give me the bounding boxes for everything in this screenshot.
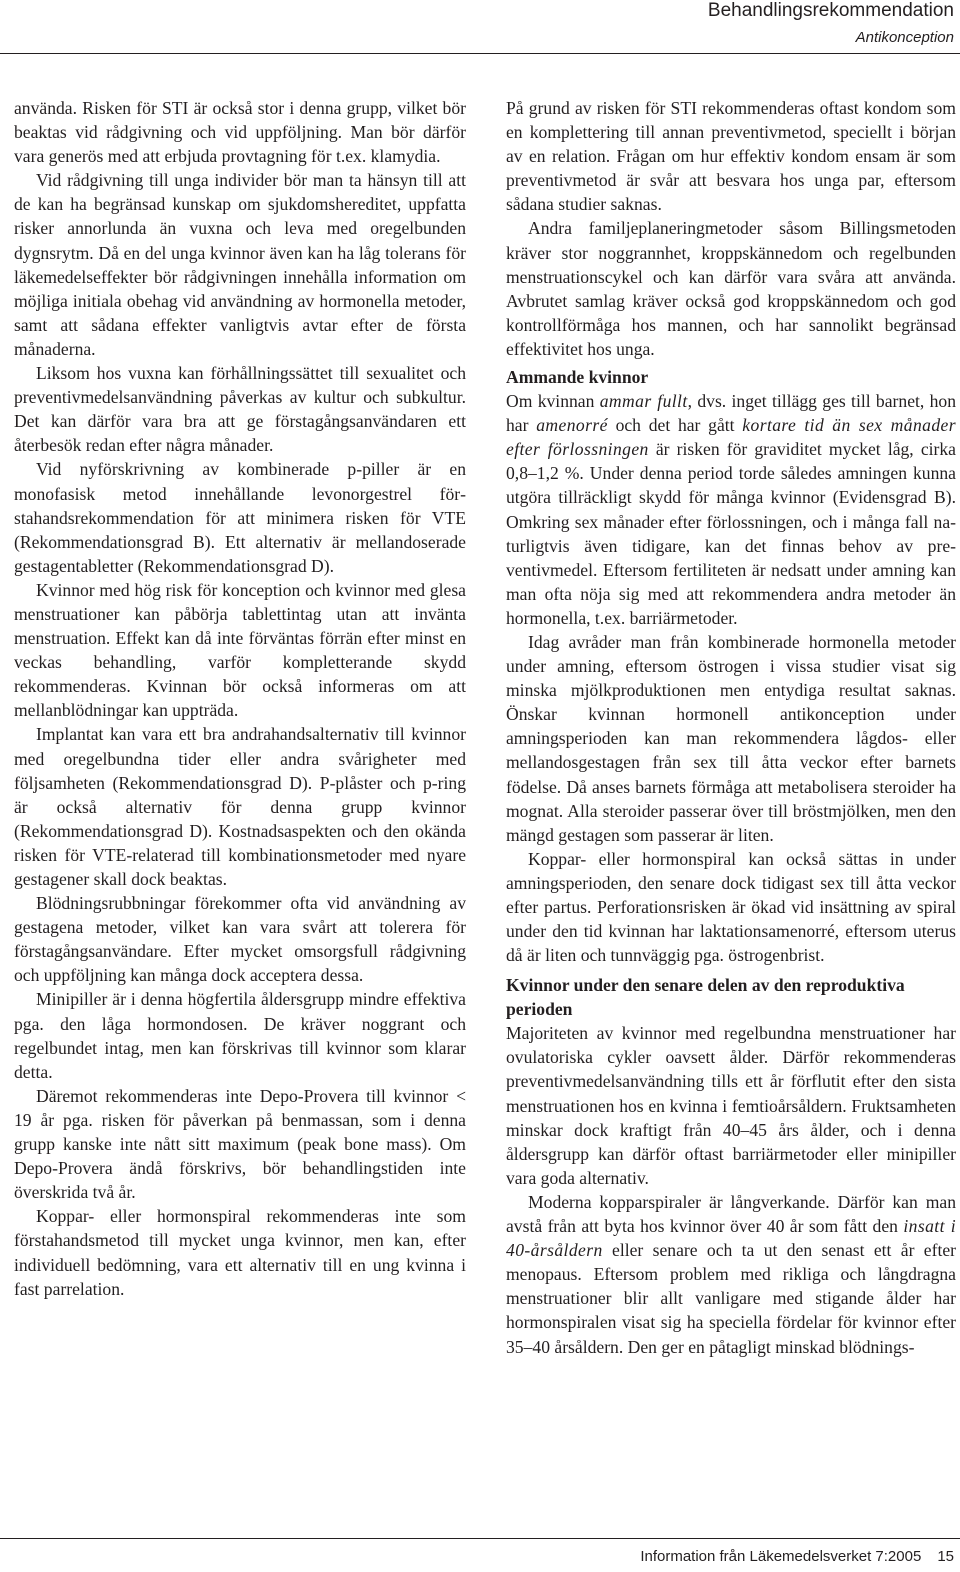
paragraph: Implantat kan vara ett bra andrahandsalternativ till kvinnor med oregelbundna tider eller andra svårigheter med följsamheten (Rekommendationsgrad D). P-plåster och p-ring är också alternativ för denna grupp kvinnor (Rekommendationsgrad D). Kostnadsaspekten och den okända risken för VTE-relaterad till kombinationsmetoder med nyare gestagener skall dock beaktas.: [14, 724, 466, 889]
footer-publication: Information från Läkemedelsverket 7:2005: [640, 1548, 922, 1565]
paragraph: Liksom hos vuxna kan förhållningssättet till sexualitet och preventivmedelsanvändning påverkas av kultur och subkultur. Det kan därför vara bra att ge förstagångsanvändaren ett återbesök redan efter några månader.: [14, 363, 466, 456]
section-heading-ammande: Ammande kvinnor: [506, 367, 649, 388]
page-number: 15: [937, 1548, 954, 1565]
paragraph: På grund av risken för STI rekommenderas oftast kondom som en komplettering till annan preventivmetod, speciellt i början av en relation. Frågan om hur effektiv kondom ensam är som preventivmetod är svår att besvara hos unga par, eftersom sådana studier saknas.: [506, 98, 956, 215]
emphasis: insatt i 40-årsåldern: [506, 1216, 956, 1261]
paragraph: Vid nyförskrivning av kombinerade p-piller är en monofasisk metod innehållande levonorgestrel förstahandsrekommendation för att minimera risken för VTE (Rekommendationsgrad B). Ett alternativ är mellandoserade gestagentabletter (Rekommendationsgrad D).: [14, 459, 466, 576]
paragraph: Kvinnor med hög risk för konception och kvinnor med glesa menstruationer kan påbörja tablettintag utan att invänta menstruation. Effekt kan då inte förväntas förrän efter minst en veckas behandling, varför kompletterande skydd rekommenderas. Kvinnan bör också informeras om att mellanblödningar kan uppträda.: [14, 579, 466, 721]
text-run: är risken för graviditet mycket låg, cirka 0,8–1,2 %. Under denna period torde således amningen kunna utgöra tillräckligt skydd för många kvinnor (Evidensgrad B). Omkring sex månader efter förlossningen, och i många fall naturligtvis även tidigare, kan det finnas behov av preventivmedel. Eftersom fertiliteten är nedsatt under amning kan man ofta nöja sig med att rekommendera andra metoder än hormonella, t.ex. barriärmetoder.: [506, 439, 956, 628]
paragraph: använda. Risken för STI är också stor i denna grupp, vilket bör beaktas vid rådgivning och vid uppföljning. Man bör därför vara generös med att erbjuda provtagning för t.ex. klamydia.: [14, 98, 466, 167]
section-heading-reproduktiva: Kvinnor under den senare delen av den reproduktiva perioden: [506, 975, 905, 1020]
text-run: eller senare och ta ut den senast ett år efter menopaus. Eftersom problem med rikliga och långdragna menstruationer blir allt vanligare med stigande ålder har hormonspiralen visat sig ha speciella fördelar för kvinnor efter 35–40 årsåldern. Den ger en påtagligt minskad blödnings-: [506, 1240, 956, 1357]
emphasis: kortare tid än sex månader efter förlossningen: [506, 415, 956, 460]
paragraph: Majoriteten av kvinnor med regelbundna menstruationer har ovulatoriska cykler oavsett ålder. Därför rekommenderas preventivmedelsanvändning tills ett år förflutit efter den sista menstruationen hos en kvinna i femtioårsåldern. Fruktsamheten minskar dock kraftigt från 40–45 års ålder, och i denna åldersgrupp kan därför oftast barriärmetoder eller minipiller vara goda alternativ.: [506, 1023, 956, 1188]
text-run: , dvs. inget tillägg ges till barnet, hon har: [506, 391, 956, 436]
right-column: [506, 96, 956, 1359]
page-footer: [640, 1547, 954, 1567]
paragraph: Minipiller är i denna högfertila åldersgrupp mindre effektiva pga. den låga hormondosen. De kräver noggrant och regelbundet intag, men kan förskrivas till kvinnor som klarar detta.: [14, 989, 466, 1082]
header-title: Behandlingsrekommendation: [707, 0, 954, 21]
paragraph: Koppar- eller hormonspiral rekommenderas inte som förstahandsmetod till mycket unga kvinnor, men kan, efter individuell bedömning, vara ett alternativ till en ung kvinna i fast parrelation.: [14, 1206, 466, 1299]
emphasis: ammar fullt: [599, 391, 688, 412]
paragraph: Däremot rekommenderas inte Depo-Provera till kvinnor < 19 år pga. risken för påverkan på benmassan, som i denna grupp kanske inte nått sitt maximum (peak bone mass). Om Depo-Provera ändå förskrivs, bör behandlingstiden inte överskrida två år.: [14, 1085, 466, 1203]
text-run: Moderna kopparspiraler är långverkande. Därför kan man avstå från att byta hos kvinnor över 40 år som fått den: [506, 1191, 956, 1237]
paragraph: [506, 1190, 956, 1359]
text-run: och det har gått: [607, 415, 743, 436]
paragraph: Blödningsrubbningar förekommer ofta vid användning av gestagena metoder, vilket kan vara svårt att tolerera för förstagångsanvändare. Efter mycket omsorgsfull rådgivning och uppföljning kan många dock acceptera dessa.: [14, 893, 466, 986]
paragraph: Idag avråder man från kombinerade hormonella metoder under amning, eftersom östrogen i vissa studier visat sig minska mjölkproduktionen men entydiga resultat saknas. Önskar kvinnan hormonell antikonception under amningsperioden kan man rekommendera lågdos- eller mellandosgestagen från sex till åtta veckor efter barnets födelse. Då anses barnets förmåga att metabolisera steroider ha mognat. Alla steroider passerar över till bröstmjölken, men den mängd gestagen som passerar är liten.: [506, 631, 956, 845]
left-column: [14, 96, 466, 1301]
emphasis: amenorré: [536, 415, 608, 436]
text-run: Om kvinnan: [506, 391, 600, 412]
paragraph: Vid rådgivning till unga individer bör man ta hänsyn till att de kan ha begränsad kunskap om sjukdomshereditet, uppfatta risker annorlunda än vuxna och leva med oregelbunden dygnsrytm. Då en del unga kvinnor även kan ha låg tolerans för läkemedelseffekter bör rådgivningen innehålla information om möjliga initiala obehag vid användning av hormonella metoder, samt att sådana effekter vanligtvis avtar efter de första månaderna.: [14, 170, 466, 359]
footer-rule: [0, 1538, 960, 1539]
header-subtitle: Antikonception: [855, 29, 954, 46]
running-header: [708, 0, 954, 48]
paragraph: [506, 389, 956, 630]
header-rule: [0, 53, 960, 54]
paragraph: Koppar- eller hormonspiral kan också sättas in under amningsperioden, den senare dock tidigast sex till åtta veckor efter partus. Perforationsrisken är ökad vid insättning av spiral under den tid kvinnan har laktationsamenorré, eftersom uterus då är liten och tunnväggig pga. östrogenbrist.: [506, 848, 956, 966]
paragraph: Andra familjeplaneringmetoder såsom Billingsmetoden kräver stor noggrannhet, kroppskännedom och regelbunden menstruationscykel och kan därför vara svåra att använda. Avbrutet samlag kräver också god kroppskännedom och god kontrollförmåga hos mannen, och har sannolikt begränsad effektivitet hos unga.: [506, 218, 956, 359]
